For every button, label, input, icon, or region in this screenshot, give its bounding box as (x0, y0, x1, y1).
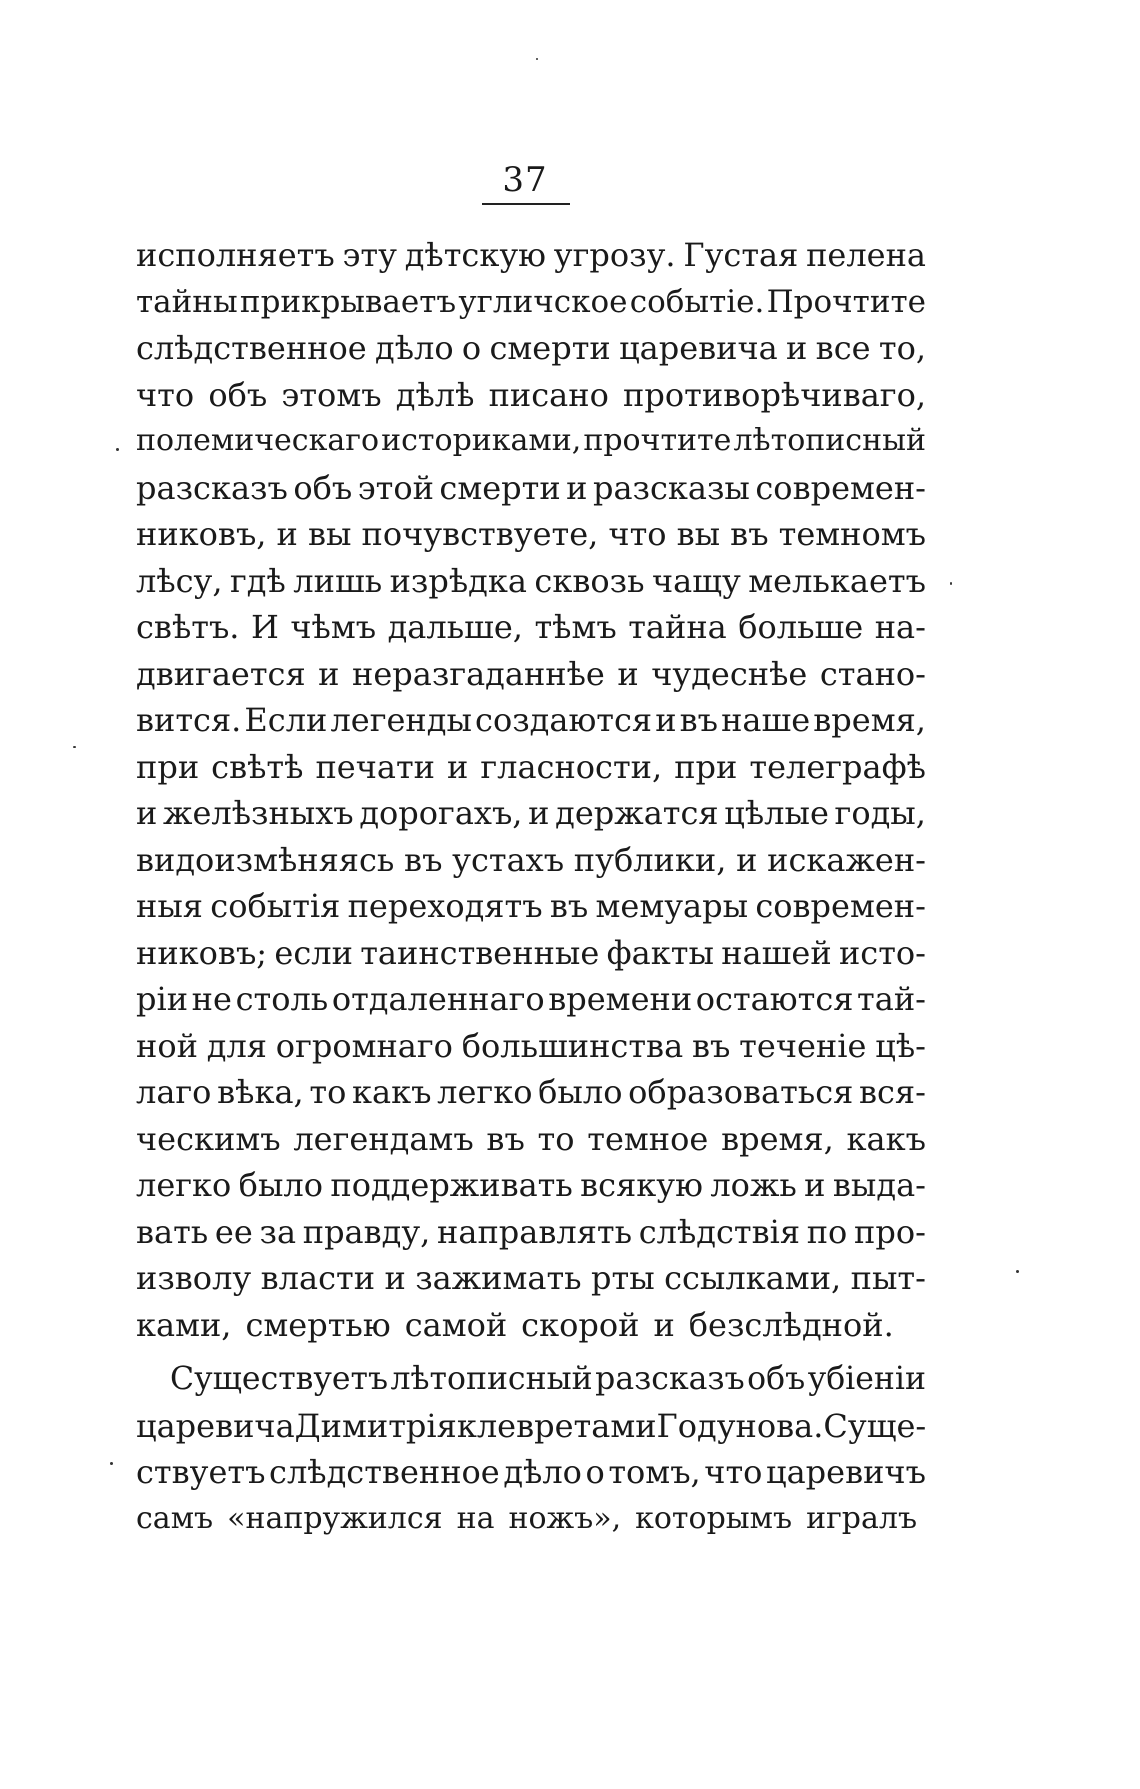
word: царевича (619, 329, 778, 367)
word: и (136, 794, 158, 832)
word: что (136, 375, 195, 414)
word: игралъ (806, 1500, 918, 1536)
word: гласности, (480, 747, 663, 786)
word: не (191, 980, 232, 1018)
word: всякую (580, 1166, 703, 1204)
word: цѣлые (724, 794, 829, 832)
text-line (136, 604, 926, 651)
word: по (806, 1212, 848, 1251)
scan-speck (1016, 1270, 1019, 1273)
word: угличское (458, 283, 628, 320)
text-line (136, 1255, 926, 1302)
word: вы (307, 515, 352, 553)
word: изволу (136, 1259, 252, 1297)
paragraph-spacer (136, 1348, 926, 1356)
word: устахъ (452, 840, 565, 879)
word: и (786, 329, 808, 367)
word: таинственные (360, 933, 600, 972)
text-line (136, 558, 926, 605)
word: сквозь (534, 561, 645, 600)
word: телеграфѣ (749, 747, 926, 786)
word: «напружился (227, 1500, 443, 1536)
word: легенды (330, 701, 472, 739)
word: эту (342, 236, 397, 274)
word: публики, (573, 840, 727, 879)
word: власти (260, 1259, 376, 1297)
word: тайна (628, 608, 727, 646)
text-line (136, 837, 926, 884)
text-line (136, 1496, 926, 1543)
word: исполняетъ (136, 236, 335, 274)
word: и (447, 747, 469, 786)
word: И (250, 608, 279, 646)
word: было (238, 1166, 323, 1204)
page-number: 37 (502, 160, 548, 200)
word: смерти (489, 329, 611, 367)
word: и (736, 840, 758, 879)
text-line (136, 976, 926, 1023)
word: зажимать (415, 1259, 582, 1297)
word: разсказъ (595, 1361, 745, 1397)
word: вится. (136, 701, 242, 739)
scan-speck (950, 582, 952, 585)
word: неразгаданнѣе (352, 654, 605, 693)
text-line (136, 883, 926, 930)
word: переходятъ (347, 887, 543, 925)
word: было (538, 1073, 623, 1111)
word: нашей (721, 933, 832, 972)
word: и (384, 1259, 406, 1297)
text-line (136, 1023, 926, 1070)
word: никовъ, (136, 515, 267, 553)
word: смерти (439, 468, 561, 507)
word: лѣсу, (136, 561, 223, 600)
word: ссылками, (664, 1259, 842, 1297)
word: печати (315, 747, 435, 786)
word: почувствуете, (361, 515, 599, 553)
word: объ (293, 468, 353, 507)
word: этомъ (281, 375, 382, 414)
word: разсказъ (136, 468, 288, 507)
word: тай- (857, 980, 926, 1018)
word: историками, (381, 423, 582, 458)
word: въ (730, 515, 769, 553)
text-line (136, 511, 926, 558)
word: прочтите (583, 423, 732, 458)
scan-speck (536, 58, 538, 60)
word: цѣ- (875, 1026, 926, 1065)
word: въ (404, 840, 443, 879)
word: чѣмъ (290, 608, 377, 646)
text-line (136, 1403, 926, 1450)
text-line (136, 1302, 926, 1349)
word: что (608, 515, 667, 553)
word: правду, (302, 1212, 431, 1251)
word: ческимъ (136, 1119, 281, 1158)
word: Прочтите (766, 283, 926, 320)
text-line (136, 465, 926, 512)
word: факты (606, 933, 714, 972)
word: стано- (819, 654, 926, 693)
word: ножъ», (508, 1500, 622, 1536)
word: большинства (461, 1026, 684, 1065)
paragraph-2 (136, 1356, 926, 1542)
text-line (136, 1356, 926, 1403)
word: вся- (858, 1073, 926, 1111)
word: и (528, 794, 550, 832)
word: за (259, 1212, 297, 1251)
word: самъ (136, 1500, 214, 1536)
word: желѣзныхъ (163, 794, 354, 832)
word: изрѣдка (389, 561, 527, 600)
word: дѣлѣ (395, 375, 475, 414)
text-line (136, 930, 926, 977)
word: смертью (245, 1305, 391, 1344)
word: и (617, 654, 639, 693)
word: чащу (651, 561, 741, 600)
word: время, (813, 701, 926, 739)
word: то, (878, 329, 926, 367)
word: пыт- (850, 1259, 926, 1297)
word: въ (549, 887, 589, 925)
word: поддерживать (330, 1166, 573, 1204)
word: дальше, (387, 608, 523, 646)
word: направлять (437, 1212, 632, 1251)
word: ками, (136, 1305, 232, 1344)
word: царевича (136, 1406, 295, 1445)
word: современ- (755, 887, 926, 925)
paragraph-1 (136, 232, 926, 1348)
scan-speck (73, 746, 76, 748)
word: рты (591, 1259, 655, 1297)
word: скорой (521, 1305, 640, 1344)
word: мелькаетъ (748, 561, 926, 600)
word: самой (404, 1305, 508, 1344)
word: разсказы (592, 468, 750, 507)
word: противорѣчиваго, (623, 375, 926, 414)
text-line (136, 232, 926, 279)
word: больше (738, 608, 864, 646)
text-line (136, 790, 926, 837)
word: царевичъ (766, 1453, 926, 1491)
word: пелена (806, 236, 926, 274)
word: на- (874, 608, 926, 646)
word: объ (208, 375, 268, 414)
word: и (566, 468, 588, 507)
word: дѣло (503, 1453, 582, 1491)
word: дорогахъ, (359, 794, 523, 832)
scan-speck (116, 448, 119, 451)
word: наше (721, 701, 811, 739)
word: тѣмъ (534, 608, 617, 646)
word: Суще- (823, 1406, 927, 1445)
word: вать (136, 1212, 209, 1251)
text-line (136, 418, 926, 465)
word: событія (210, 887, 341, 925)
word: событіе. (629, 283, 765, 320)
word: при (674, 747, 738, 786)
word: легендамъ (293, 1119, 474, 1158)
word: легко (136, 1166, 232, 1204)
text-line (136, 1162, 926, 1209)
text-line (136, 1069, 926, 1116)
text-line (136, 1116, 926, 1163)
word: двигается (136, 654, 306, 693)
word: для (206, 1026, 267, 1065)
page-number-rule (482, 203, 570, 205)
word: про- (854, 1212, 926, 1251)
word: лѣтописный (390, 1361, 593, 1397)
word: современ- (755, 468, 926, 507)
word: ложь (710, 1166, 797, 1204)
word: теченіе (739, 1026, 867, 1065)
text-line (136, 697, 926, 744)
word: годы, (834, 794, 926, 832)
word: свѣтъ. (136, 608, 240, 646)
word: огромнаго (275, 1026, 453, 1065)
word: которымъ (635, 1500, 793, 1536)
word: вѣка, (217, 1073, 304, 1111)
word: полемическаго (136, 423, 380, 458)
word: чудеснѣе (651, 654, 808, 693)
word: время, (721, 1119, 834, 1158)
word: дѣло (375, 329, 454, 367)
word: лаго (136, 1073, 212, 1111)
word: прикрываетъ (239, 283, 457, 320)
word: лѣтописный (733, 423, 926, 458)
word: на (456, 1500, 495, 1536)
word: ныя (136, 887, 203, 925)
word: какъ (846, 1119, 926, 1158)
word: искажен- (767, 840, 926, 879)
word: Годунова. (656, 1406, 824, 1445)
word: видоизмѣняясь (136, 840, 395, 879)
word: томъ, (608, 1453, 701, 1491)
word: писано (488, 375, 609, 414)
word: убіеніи (807, 1361, 926, 1397)
text-line (136, 651, 926, 698)
word: темномъ (778, 515, 926, 553)
word: Существуетъ (170, 1361, 389, 1397)
word: то (309, 1073, 347, 1111)
word: лишь (293, 561, 383, 600)
word: безслѣдной. (688, 1305, 894, 1344)
word: держатся (555, 794, 719, 832)
word: образоваться (628, 1073, 854, 1111)
word: слѣдствія (638, 1212, 801, 1251)
word: мемуары (595, 887, 749, 925)
text-line (136, 325, 926, 372)
text-line (136, 1209, 926, 1256)
word: отдаленнаго (331, 980, 545, 1018)
word: исто- (838, 933, 926, 972)
word: темное (587, 1119, 709, 1158)
word: въ (486, 1119, 525, 1158)
word: свѣтѣ (211, 747, 304, 786)
text-line (136, 744, 926, 791)
word: при (136, 747, 200, 786)
word: времени (548, 980, 693, 1018)
word: дѣтскую (404, 236, 547, 274)
word: этой (357, 468, 434, 507)
word: Если (244, 701, 328, 739)
word: ной (136, 1026, 198, 1065)
word: и (804, 1166, 826, 1204)
word: все (815, 329, 871, 367)
word: Димитрія (294, 1406, 457, 1445)
word: какъ (352, 1073, 432, 1111)
word: легко (437, 1073, 533, 1111)
word: ее (214, 1212, 253, 1251)
word: никовъ; (136, 933, 268, 972)
word: что (704, 1453, 763, 1491)
word: ріи (136, 980, 189, 1018)
word: клевретами (456, 1406, 657, 1445)
word: если (274, 933, 353, 972)
word: и (653, 1305, 675, 1344)
word: и (318, 654, 340, 693)
word: слѣдственное (136, 329, 367, 367)
text-line (136, 1449, 926, 1496)
word: ствуетъ (136, 1453, 266, 1491)
body-text (136, 232, 926, 1542)
word: въ (691, 1026, 731, 1065)
text-line (136, 372, 926, 419)
word: о (585, 1453, 605, 1491)
word: въ (679, 701, 718, 739)
word: гдѣ (230, 561, 286, 600)
word: и (655, 701, 677, 739)
word: создаются (475, 701, 653, 739)
word: тайны (136, 283, 238, 320)
word: то (537, 1119, 575, 1158)
scan-speck (110, 1462, 113, 1465)
word: о (461, 329, 482, 367)
word: угрозу. (553, 236, 676, 274)
word: слѣдственное (269, 1453, 500, 1491)
word: и (276, 515, 298, 553)
word: остаются (695, 980, 854, 1018)
word: Густая (683, 236, 799, 274)
word: выда- (832, 1166, 926, 1204)
text-line (136, 279, 926, 326)
word: столь (235, 980, 329, 1018)
word: вы (676, 515, 721, 553)
word: объ (747, 1361, 806, 1397)
